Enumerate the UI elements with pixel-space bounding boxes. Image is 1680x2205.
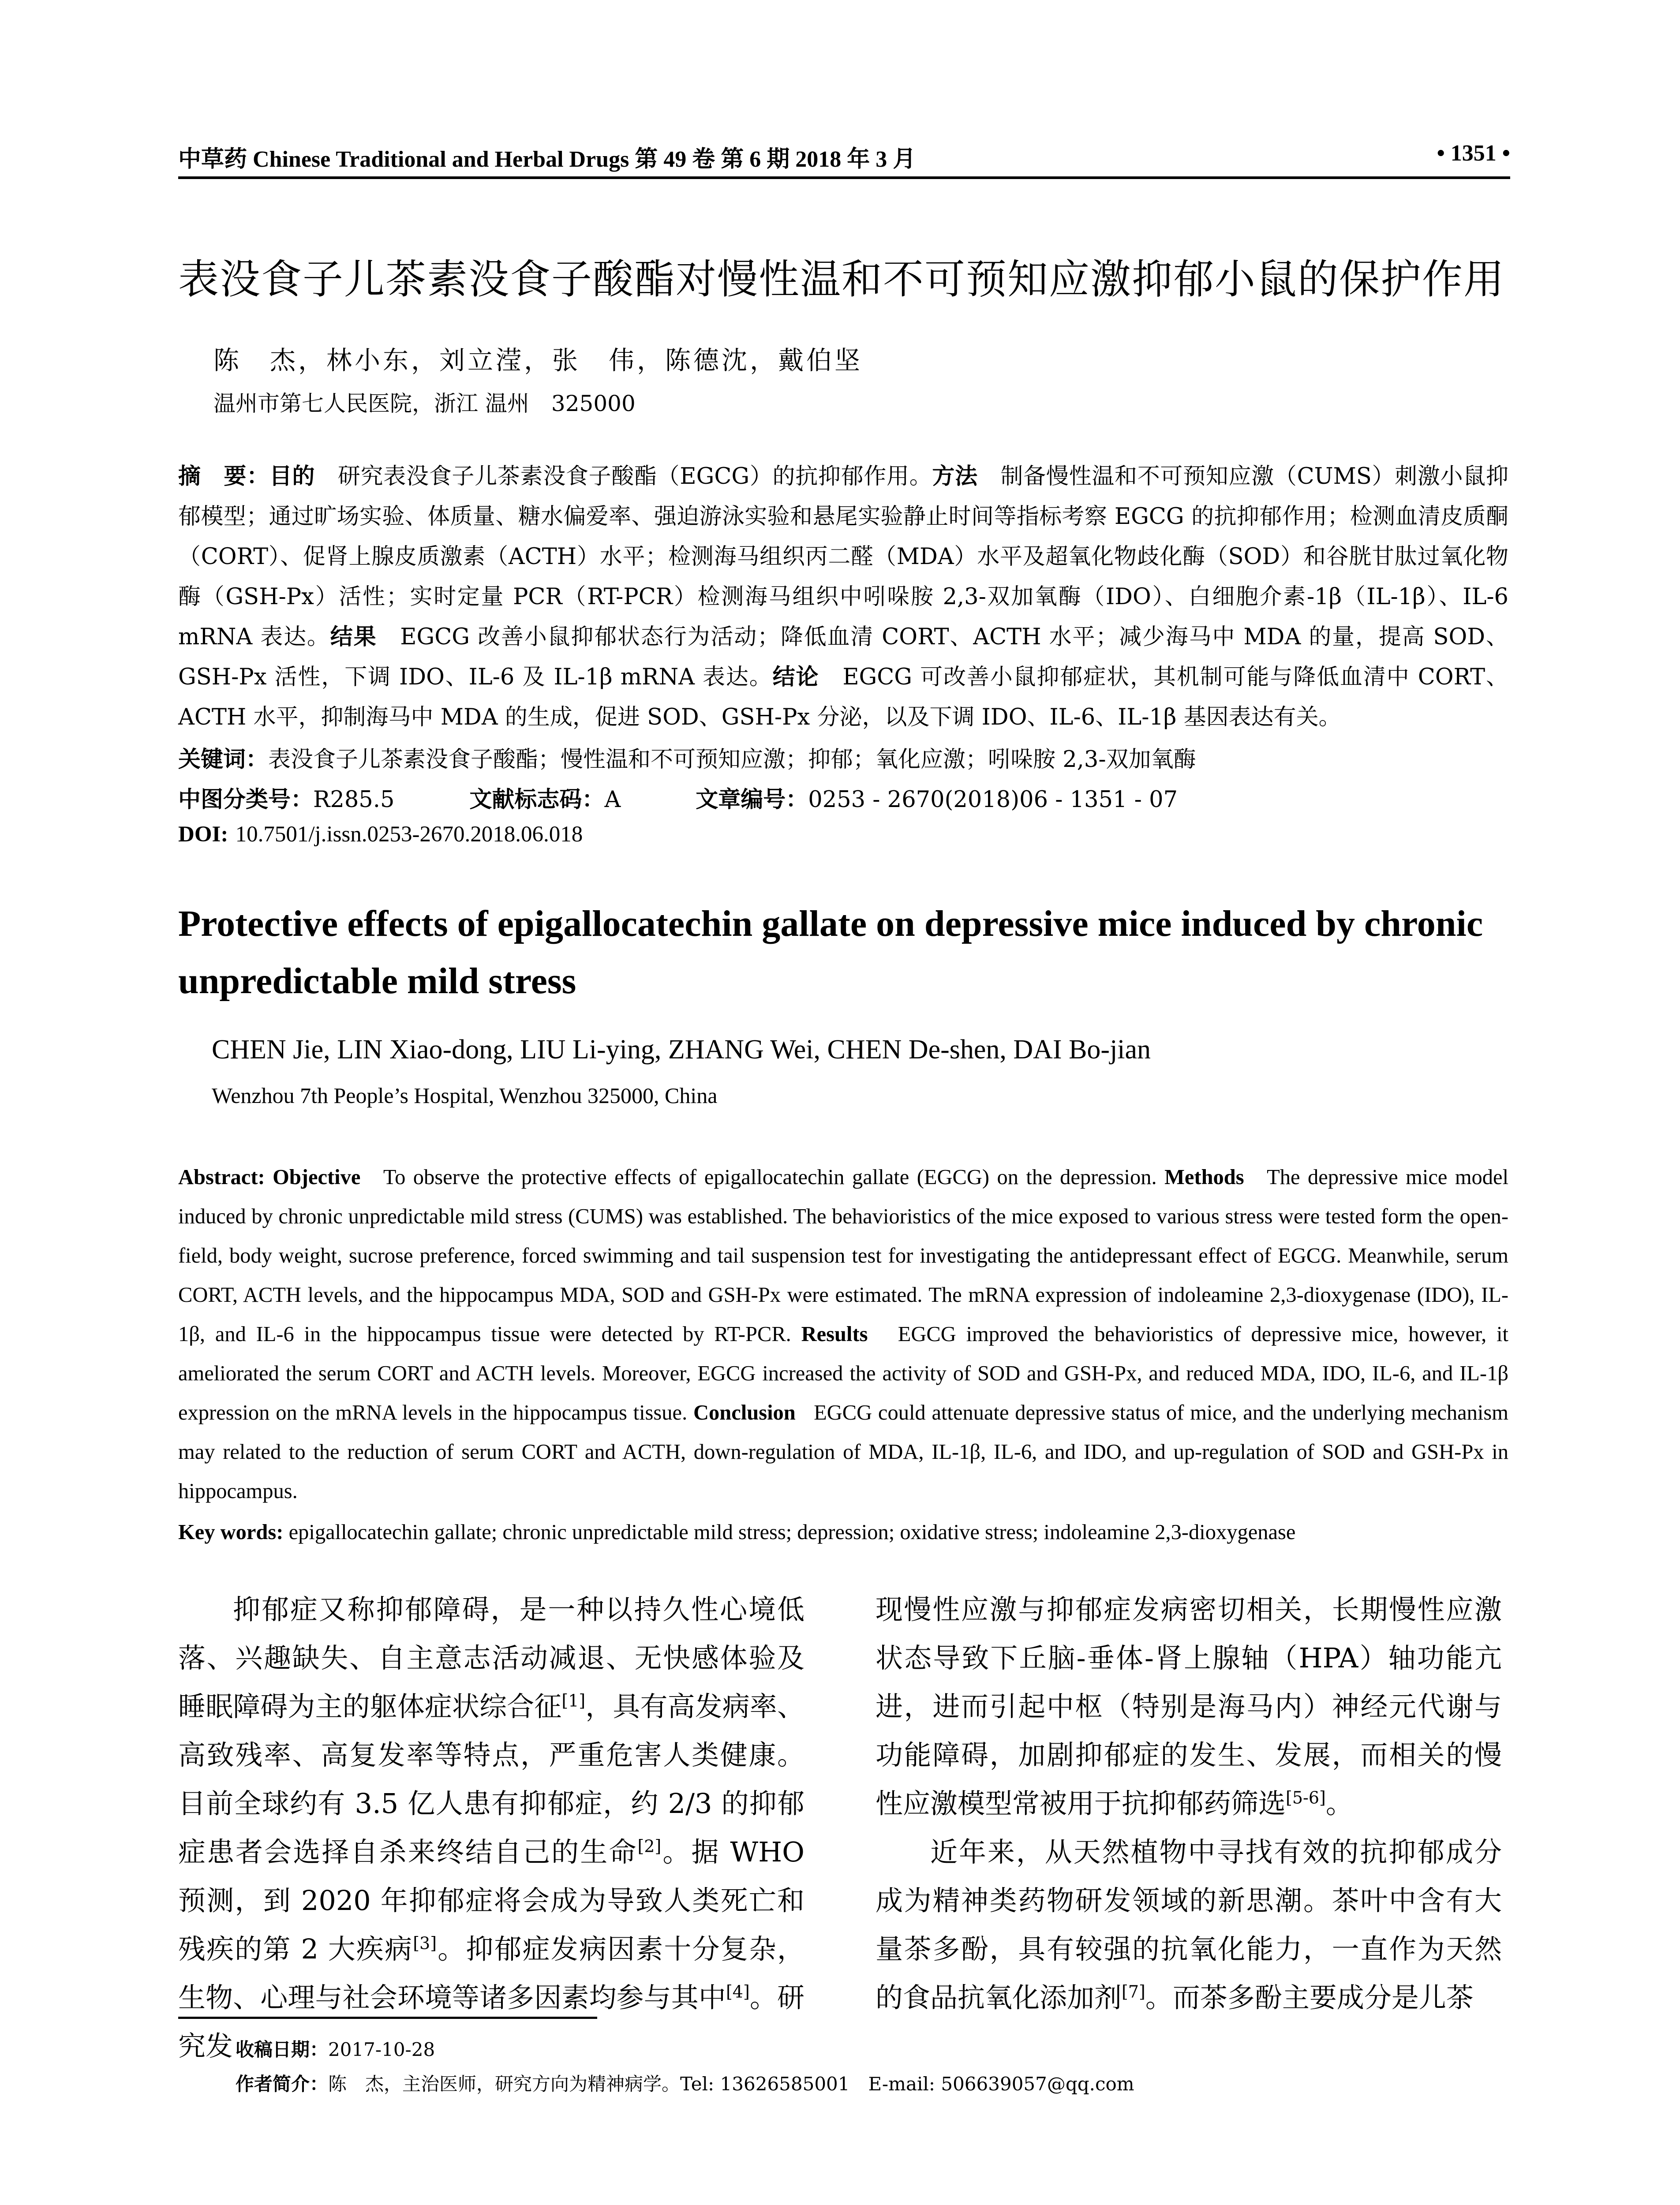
citation: [2] bbox=[637, 1836, 662, 1856]
en-methods-label: Methods bbox=[1164, 1166, 1244, 1189]
body-column-left bbox=[178, 1585, 804, 2070]
en-results-label: Results bbox=[801, 1323, 868, 1346]
en-conclusion-text: EGCG could attenuate depressive status of mice, and the underlying mechanism may related to the reduction of serum CORT and ACTH, down-regulation of MDA, IL-1β, IL-6, and IDO, and up-regulation of SOD and GSH-Px in hippocampus. bbox=[178, 1401, 1508, 1503]
results-text: EGCG 改善小鼠抑郁状态行为活动；降低血清 CORT、ACTH 水平；减少海马中 MDA 的量，提高 SOD、GSH-Px 活性，下调 IDO、IL-6 及 IL-1β mRNA 表达。 bbox=[178, 624, 1508, 690]
keywords-text: 表没食子儿茶素没食子酸酯；慢性温和不可预知应激；抑郁；氧化应激；吲哚胺 2,3-双加氧酶 bbox=[268, 747, 1196, 773]
body-paragraph bbox=[876, 1828, 1502, 2022]
english-title: Protective effects of epigallocatechin gallate on depressive mice induced by chronic unpredictable mild stress bbox=[178, 903, 1483, 1002]
conclusion-text: EGCG 可改善小鼠抑郁症状，其机制可能与降低血清中 CORT、ACTH 水平，抑制海马中 MDA 的生成，促进 SOD、GSH-Px 分泌，以及下调 IDO、IL-6、IL-1β 基因表达有关。 bbox=[178, 664, 1508, 730]
citation: [3] bbox=[413, 1933, 437, 1953]
body-text: ，具有高发病率、高致残率、高复发率等特点，严重危害人类健康。目前全球约有 3.5 亿人患有抑郁症，约 2/3 的抑郁症患者会选择自杀来终结自己的生命 bbox=[178, 1690, 804, 1868]
en-abstract-label: Abstract: bbox=[178, 1166, 265, 1189]
doc-code-value: A bbox=[604, 787, 621, 813]
citation: [7] bbox=[1122, 1982, 1145, 2002]
chinese-keywords bbox=[178, 741, 1196, 774]
body-paragraph bbox=[876, 1585, 1502, 1828]
citation: [4] bbox=[726, 1982, 750, 2002]
methods-label: 方法 bbox=[932, 463, 978, 490]
body-column-right bbox=[876, 1585, 1502, 2022]
chinese-title: 表没食子儿茶素没食子酸酯对慢性温和不可预知应激抑郁小鼠的保护作用 bbox=[178, 256, 1505, 303]
body-paragraph bbox=[178, 1585, 804, 2070]
body-text: 近年来，从天然植物中寻找有效的抗抑郁成分成为精神类药物研发领域的新思潮。茶叶中含有大量茶多酚，具有较强的抗氧化能力，一直作为天然的食品抗氧化添加剂 bbox=[876, 1836, 1502, 2014]
footnote-author bbox=[236, 2070, 1134, 2096]
body-text: 。研究发 bbox=[178, 1981, 804, 2062]
footnote-rule bbox=[178, 2017, 597, 2019]
conclusion-label: 结论 bbox=[772, 664, 819, 690]
en-keywords-text: epigallocatechin gallate; chronic unpredictable mild stress; depression; oxidative stress; indoleamine 2,3-dioxygenase bbox=[288, 1521, 1296, 1544]
received-label: 收稿日期： bbox=[236, 2039, 329, 2060]
doi-value: 10.7501/j.issn.0253-2670.2018.06.018 bbox=[235, 822, 583, 847]
classification-line bbox=[178, 781, 1178, 814]
english-authors: CHEN Jie, LIN Xiao-dong, LIU Li-ying, ZHANG Wei, CHEN De-shen, DAI Bo-jian bbox=[212, 1035, 1151, 1065]
abstract-label: 摘 要： bbox=[178, 463, 269, 490]
doi-line bbox=[178, 821, 583, 847]
page-number: • 1351 • bbox=[1437, 141, 1510, 166]
chinese-affiliation: 温州市第七人民医院，浙江 温州 325000 bbox=[213, 391, 636, 416]
received-date: 2017-10-28 bbox=[328, 2039, 435, 2060]
citation: [1] bbox=[561, 1691, 586, 1711]
en-objective-text: To observe the protective effects of epigallocatechin gallate (EGCG) on the depression. bbox=[383, 1166, 1157, 1189]
body-text: 。抑郁症发病因素十分复杂，生物、心理与社会环境等诸多因素均参与其中 bbox=[178, 1933, 804, 2014]
results-label: 结果 bbox=[330, 624, 377, 650]
doi-label: DOI: bbox=[178, 822, 228, 847]
english-abstract bbox=[178, 1158, 1508, 1511]
en-results-text: EGCG improved the behavioristics of depressive mice, however, it ameliorated the serum CORT and ACTH levels. Moreover, EGCG increased the activity of SOD and GSH-Px, and reduced MDA, IDO, IL-6, and IL-1β expression on the mRNA levels in the hippocampus tissue. bbox=[178, 1323, 1509, 1424]
objective-text: 研究表没食子儿茶素没食子酸酯（EGCG）的抗抑郁作用。 bbox=[337, 463, 932, 490]
en-keywords-label: Key words: bbox=[178, 1521, 284, 1544]
en-objective-label: Objective bbox=[273, 1166, 361, 1189]
body-text: 。而茶多酚主要成分是儿茶 bbox=[1145, 1981, 1474, 2014]
running-header bbox=[178, 140, 1510, 176]
article-no-label: 文章编号： bbox=[696, 787, 808, 813]
citation: [5-6] bbox=[1286, 1788, 1326, 1808]
body-text: 。 bbox=[1325, 1787, 1353, 1820]
en-methods-text: The depressive mice model induced by chronic unpredictable mild stress (CUMS) was established. The behavioristics of the mice exposed to various stress were tested form the open-field, body weight, sucrose preference, forced swimming and tail suspension test for investigating the antidepressant effect of EGCG. Meanwhile, serum CORT, ACTH levels, and the hippocampus MDA, SOD and GSH-Px were estimated. The mRNA expression of indoleamine 2,3-dioxygenase (IDO), IL-1β, and IL-6 in the hippocampus tissue were detected by RT-PCR. bbox=[178, 1166, 1509, 1346]
english-affiliation: Wenzhou 7th People’s Hospital, Wenzhou 325000, China bbox=[212, 1083, 718, 1108]
methods-text: 制备慢性温和不可预知应激（CUMS）刺激小鼠抑郁模型；通过旷场实验、体质量、糖水偏爱率、强迫游泳实验和悬尾实验静止时间等指标考察 EGCG 的抗抑郁作用；检测血清皮质酮（CORT）、促肾上腺皮质激素（ACTH）水平；检测海马组织丙二醛（MDA）水平及超氧化物歧化酶（SOD）和谷胱甘肽过氧化物酶（GSH-Px）活性；实时定量 PCR（RT-PCR）检测海马组织中吲哚胺 2,3-双加氧酶（IDO）、白细胞介素-1β（IL-1β）、IL-6 mRNA 表达。 bbox=[178, 463, 1508, 650]
chinese-abstract bbox=[178, 456, 1508, 737]
english-keywords bbox=[178, 1513, 1508, 1552]
author-bio: 陈 杰，主治医师，研究方向为精神病学。Tel: 13626585001 E-mail: 506639057@qq.com bbox=[328, 2073, 1134, 2095]
body-text: 抑郁症又称抑郁障碍，是一种以持久性心境低落、兴趣缺失、自主意志活动减退、无快感体验及睡眠障碍为主的躯体症状综合征 bbox=[178, 1593, 804, 1723]
clc-label: 中图分类号： bbox=[178, 787, 314, 813]
en-conclusion-label: Conclusion bbox=[693, 1401, 796, 1424]
body-text: 现慢性应激与抑郁症发病密切相关，长期慢性应激状态导致下丘脑-垂体-肾上腺轴（HPA）轴功能亢进，进而引起中枢（特别是海马内）神经元代谢与功能障碍，加剧抑郁症的发生、发展，而相关的慢性应激模型常被用于抗抑郁药筛选 bbox=[876, 1593, 1502, 1820]
journal-header: 中草药 Chinese Traditional and Herbal Drugs 第 49 卷 第 6 期 2018 年 3 月 bbox=[178, 147, 916, 172]
header-rule bbox=[178, 176, 1510, 179]
doc-code-label: 文献标志码： bbox=[469, 787, 605, 813]
keywords-label: 关键词： bbox=[178, 747, 269, 773]
chinese-authors: 陈 杰，林小东，刘立滢，张 伟，陈德沈，戴伯坚 bbox=[213, 345, 863, 375]
clc-value: R285.5 bbox=[313, 787, 395, 813]
article-no-value: 0253 - 2670(2018)06 - 1351 - 07 bbox=[808, 787, 1178, 813]
author-bio-label: 作者简介： bbox=[236, 2073, 329, 2095]
objective-label: 目的 bbox=[269, 463, 315, 490]
body-text: 。据 WHO 预测，到 2020 年抑郁症将会成为导致人类死亡和残疾的第 2 大疾病 bbox=[178, 1836, 804, 1965]
footnote-received bbox=[236, 2035, 435, 2062]
